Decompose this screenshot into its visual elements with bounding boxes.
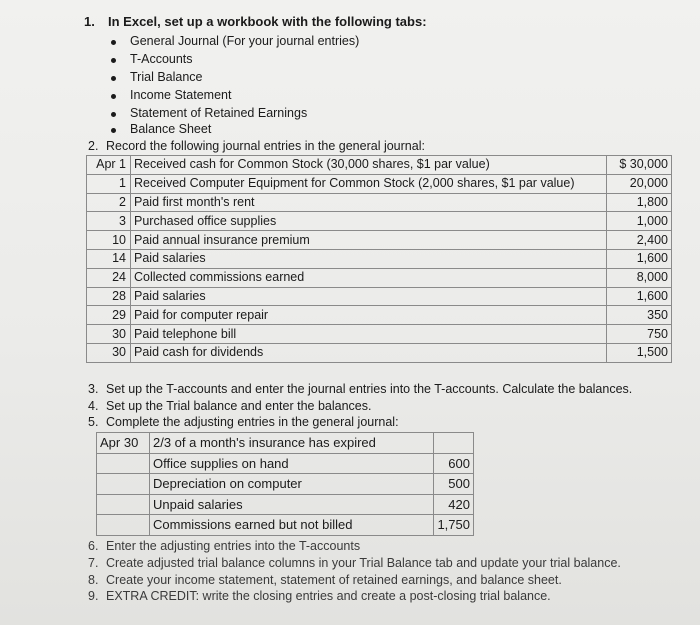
- adjusting-description: Office supplies on hand: [150, 453, 434, 474]
- journal-amount: 1,800: [607, 193, 672, 212]
- adjusting-amount: 420: [434, 494, 474, 515]
- table-row: [97, 433, 474, 454]
- tab-item: Balance Sheet: [130, 122, 212, 136]
- table-row: [97, 474, 474, 495]
- journal-amount: 1,600: [607, 287, 672, 306]
- step-8-text: Create your income statement, statement of retained earnings, and balance sheet.: [106, 573, 562, 587]
- journal-description: Purchased office supplies: [131, 212, 607, 231]
- adjusting-amount: 600: [434, 453, 474, 474]
- journal-date: 24: [87, 268, 131, 287]
- journal-amount: 750: [607, 325, 672, 344]
- bullet-icon: [111, 94, 116, 99]
- table-row: [87, 268, 672, 287]
- journal-amount: 20,000: [607, 174, 672, 193]
- table-row: [87, 343, 672, 362]
- step-3-number: 3.: [88, 382, 99, 396]
- adjusting-description: 2/3 of a month's insurance has expired: [150, 433, 434, 454]
- tab-item: General Journal (For your journal entries): [130, 34, 360, 48]
- tab-item: Income Statement: [130, 88, 232, 102]
- adjusting-date: [97, 453, 150, 474]
- journal-amount: 1,000: [607, 212, 672, 231]
- adjusting-date: Apr 30: [97, 433, 150, 454]
- bullet-icon: [111, 112, 116, 117]
- bullet-icon: [111, 40, 116, 45]
- journal-date: 2: [87, 193, 131, 212]
- step-5-text: Complete the adjusting entries in the general journal:: [106, 415, 399, 429]
- journal-description: Paid salaries: [131, 287, 607, 306]
- journal-date: 10: [87, 231, 131, 250]
- table-row: [87, 287, 672, 306]
- tab-item: Statement of Retained Earnings: [130, 106, 308, 120]
- tab-item: Trial Balance: [130, 70, 203, 84]
- table-row: [87, 306, 672, 325]
- adjusting-amount: [434, 433, 474, 454]
- journal-amount: 8,000: [607, 268, 672, 287]
- adjusting-description: Unpaid salaries: [150, 494, 434, 515]
- journal-date: 3: [87, 212, 131, 231]
- journal-description: Paid for computer repair: [131, 306, 607, 325]
- step-4-number: 4.: [88, 399, 99, 413]
- journal-description: Received cash for Common Stock (30,000 shares, $1 par value): [131, 156, 607, 175]
- step-9-text: EXTRA CREDIT: write the closing entries and create a post-closing trial balance.: [106, 589, 551, 603]
- bullet-icon: [111, 128, 116, 133]
- adjusting-entries-table: [96, 432, 474, 536]
- journal-description: Paid salaries: [131, 249, 607, 268]
- journal-amount: $ 30,000: [607, 156, 672, 175]
- step-4-text: Set up the Trial balance and enter the balances.: [106, 399, 372, 413]
- journal-date: 29: [87, 306, 131, 325]
- table-row: [87, 212, 672, 231]
- journal-amount: 350: [607, 306, 672, 325]
- adjusting-amount: 1,750: [434, 515, 474, 536]
- table-row: [87, 325, 672, 344]
- journal-description: Paid cash for dividends: [131, 343, 607, 362]
- table-row: [87, 193, 672, 212]
- journal-amount: 2,400: [607, 231, 672, 250]
- journal-description: Paid annual insurance premium: [131, 231, 607, 250]
- journal-date: 30: [87, 325, 131, 344]
- table-row: [87, 249, 672, 268]
- table-row: [97, 494, 474, 515]
- step-6-text: Enter the adjusting entries into the T-accounts: [106, 539, 361, 553]
- adjusting-date: [97, 474, 150, 495]
- journal-date: Apr 1: [87, 156, 131, 175]
- table-row: [97, 453, 474, 474]
- journal-description: Received Computer Equipment for Common Stock (2,000 shares, $1 par value): [131, 174, 607, 193]
- step-7-number: 7.: [88, 556, 99, 570]
- adjusting-description: Commissions earned but not billed: [150, 515, 434, 536]
- journal-table: [86, 155, 672, 363]
- step-2-number: 2.: [88, 139, 99, 153]
- table-row: [87, 156, 672, 175]
- step-2-text: Record the following journal entries in the general journal:: [106, 139, 425, 153]
- journal-date: 28: [87, 287, 131, 306]
- step-1-text: In Excel, set up a workbook with the following tabs:: [108, 14, 427, 29]
- adjusting-date: [97, 515, 150, 536]
- journal-date: 30: [87, 343, 131, 362]
- adjusting-description: Depreciation on computer: [150, 474, 434, 495]
- step-9-number: 9.: [88, 589, 99, 603]
- adjusting-amount: 500: [434, 474, 474, 495]
- step-3-text: Set up the T-accounts and enter the journal entries into the T-accounts. Calculate the balances.: [106, 382, 633, 396]
- step-5-number: 5.: [88, 415, 99, 429]
- journal-date: 1: [87, 174, 131, 193]
- step-7-text: Create adjusted trial balance columns in your Trial Balance tab and update your trial balance.: [106, 556, 621, 570]
- tab-item: T-Accounts: [130, 52, 193, 66]
- journal-description: Paid telephone bill: [131, 325, 607, 344]
- step-1-number: 1.: [84, 14, 95, 29]
- table-row: [87, 231, 672, 250]
- table-row: [87, 174, 672, 193]
- step-6-number: 6.: [88, 539, 99, 553]
- table-row: [97, 515, 474, 536]
- journal-description: Collected commissions earned: [131, 268, 607, 287]
- journal-amount: 1,600: [607, 249, 672, 268]
- journal-date: 14: [87, 249, 131, 268]
- adjusting-date: [97, 494, 150, 515]
- journal-amount: 1,500: [607, 343, 672, 362]
- bullet-icon: [111, 58, 116, 63]
- bullet-icon: [111, 76, 116, 81]
- step-8-number: 8.: [88, 573, 99, 587]
- journal-description: Paid first month's rent: [131, 193, 607, 212]
